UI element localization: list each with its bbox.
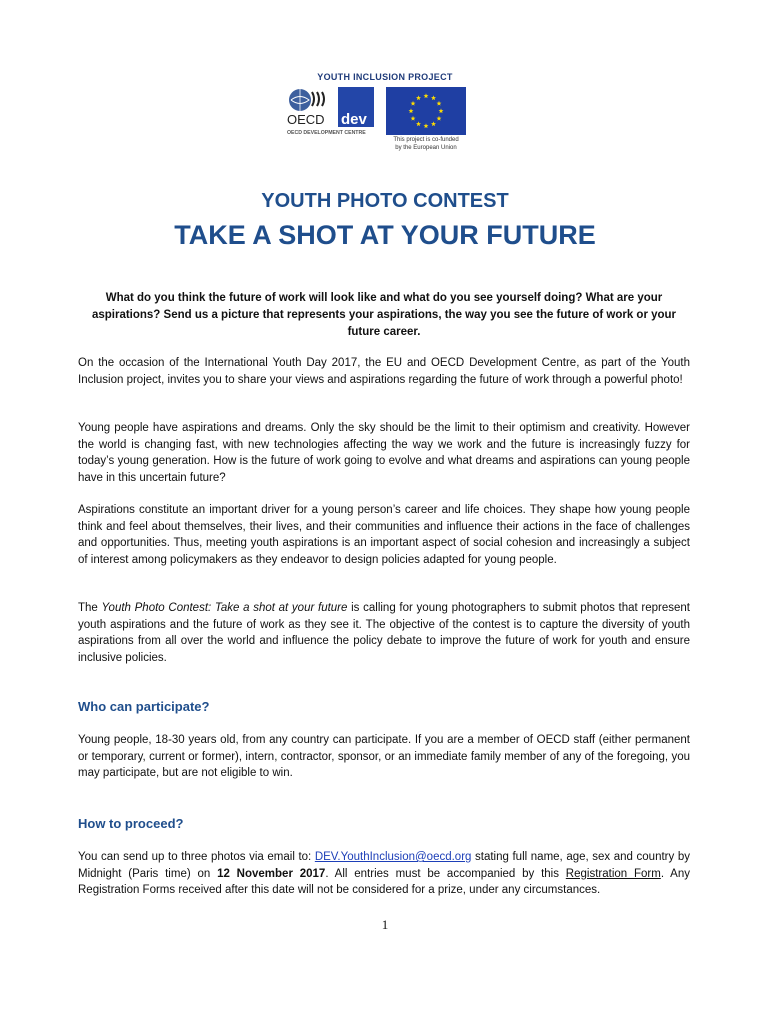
oecd-dev-logo bbox=[286, 87, 376, 137]
how-text-3: . All entries must be accompanied by this bbox=[325, 867, 566, 880]
intro-paragraph: On the occasion of the International Youth Day 2017, the EU and OECD Development Centre, as part of the Youth Inclusion project, invites you to share your views and aspirations regarding the future of work through a powerful photo! bbox=[78, 357, 690, 386]
page-title: TAKE A SHOT AT YOUR FUTURE bbox=[174, 220, 596, 250]
project-label: YOUTH INCLUSION PROJECT bbox=[317, 72, 453, 82]
contest-name: Youth Photo Contest: Take a shot at your future bbox=[101, 602, 348, 614]
how-text-2: stating full name, age, sex and country by Midnight (Paris time) on bbox=[78, 851, 690, 880]
who-heading: Who can participate? bbox=[78, 699, 210, 714]
eu-caption-line-1: This project is co-funded bbox=[393, 137, 459, 143]
dreams-paragraph: Young people have aspirations and dreams. Only the sky should be the limit to their optimism and creativity. However the world is changing fast, with new technologies affecting the way we work and the future is increasingly fuzzy for today’s young generation. How is the future of work going to evolve and what dreams and aspirations can young people have in this uncertain future? bbox=[78, 422, 690, 484]
lead-question: What do you think the future of work will look like and what do you see yourself doing? What are your aspirations? Send us a picture that represents your aspirations, the way you see the future of work or your future career. bbox=[91, 292, 677, 338]
oecd-wordmark: OECD bbox=[287, 112, 325, 127]
contest-text-post: is calling for young photographers to submit photos that represent youth aspirations and the future of work as they see it. The objective of the contest is to capture the diversity of youth aspirations from all over the world and influence the policy debate to improve the future of work for youth and ensure inclusive policies. bbox=[78, 602, 690, 664]
aspirations-paragraph: Aspirations constitute an important driver for a young person’s career and life choices. They shape how young people think and feel about themselves, their lives, and their communities and influence their actions in the face of challenges and opportunities. Thus, meeting youth aspirations is an important aspect of social cohesion and increasingly a subject of interest among policymakers as they endeavor to design policies adapted for young people. bbox=[78, 504, 690, 566]
email-link[interactable]: DEV.YouthInclusion@oecd.org bbox=[314, 851, 472, 863]
deadline-date: 12 November 2017 bbox=[217, 867, 326, 880]
how-paragraph bbox=[78, 849, 690, 899]
eu-caption-line-2: by the European Union bbox=[395, 145, 457, 151]
how-text-1: You can send up to three photos via email to: bbox=[78, 851, 315, 863]
page-number: 1 bbox=[381, 917, 389, 932]
registration-form-link[interactable]: Registration Form bbox=[565, 867, 661, 880]
eu-cofunding-caption bbox=[386, 136, 466, 152]
who-paragraph: Young people, 18-30 years old, from any country can participate. If you are a member of OECD staff (either permanent or temporary, current or former), intern, contractor, sponsor, or an immediate family member of any of the foregoing, you may participate, but are not eligible to win. bbox=[78, 734, 690, 779]
how-heading: How to proceed? bbox=[78, 816, 184, 831]
eu-flag-icon bbox=[386, 87, 466, 135]
oecd-centre-label: OECD DEVELOPMENT CENTRE bbox=[287, 130, 366, 136]
contest-text-pre: The bbox=[78, 602, 102, 614]
contest-paragraph bbox=[78, 600, 690, 666]
page-subtitle: YOUTH PHOTO CONTEST bbox=[261, 190, 509, 212]
dev-wordmark: dev bbox=[341, 111, 367, 128]
how-text-4: . Any Registration Forms received after this date will not be considered for a prize, under any circumstances. bbox=[78, 867, 690, 896]
